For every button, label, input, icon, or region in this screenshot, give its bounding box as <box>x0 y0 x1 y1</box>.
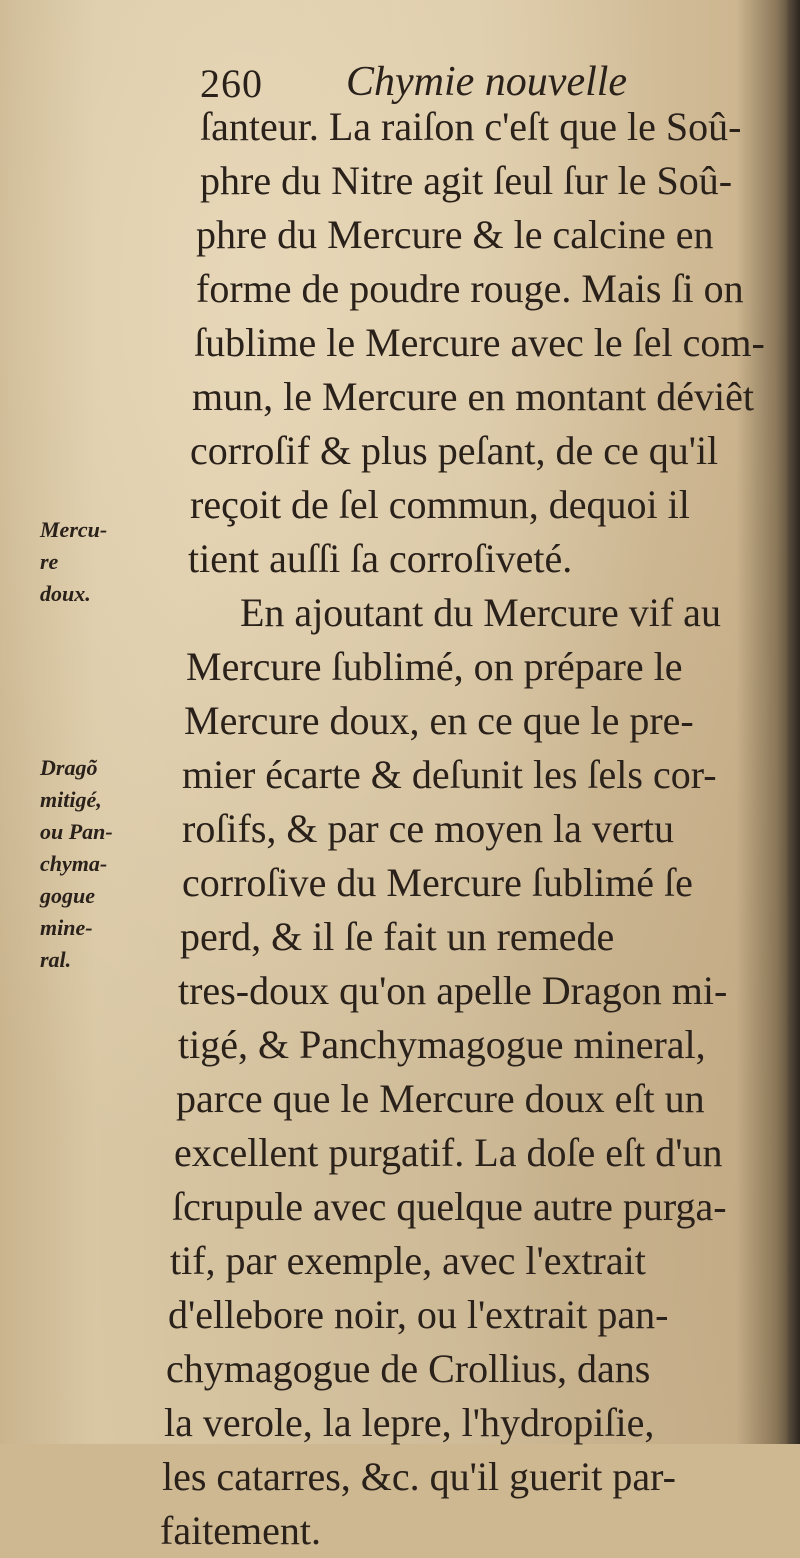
text-line: tient auſſi ſa corroſiveté. <box>188 536 573 581</box>
text-line: parce que le Mercure doux eſt un <box>176 1076 705 1121</box>
text-line: ſcrupule avec quelque autre purga- <box>172 1184 727 1229</box>
text-line: phre du Nitre agit ſeul ſur le Soû- <box>200 158 733 203</box>
text-line: tres-doux qu'on apelle Dragon mi- <box>178 968 728 1013</box>
text-line: les catarres, &c. qu'il guerit par- <box>162 1454 676 1499</box>
text-line: forme de poudre rouge. Mais ſi on <box>196 266 744 311</box>
text-line: corroſive du Mercure ſublimé ſe <box>182 860 693 905</box>
marginal-note-mercure-doux <box>40 514 160 610</box>
text-line: chymagogue de Crollius, dans <box>166 1346 651 1391</box>
text-line: mier écarte & deſunit les ſels cor- <box>182 752 717 797</box>
marginal-note-line: mine- <box>40 915 93 940</box>
marginal-note-line: ou Pan- <box>40 819 113 844</box>
body-text <box>160 100 770 1558</box>
text-line: corroſif & plus peſant, de ce qu'il <box>190 428 719 473</box>
marginal-note-line: Mercu- <box>40 517 108 542</box>
text-line: phre du Mercure & le calcine en <box>196 212 714 257</box>
text-line: perd, & il ſe fait un remede <box>180 914 615 959</box>
marginal-note-line: Dragõ <box>40 755 98 780</box>
text-line: Mercure ſublimé, on prépare le <box>186 644 683 689</box>
marginal-note-line: chyma- <box>40 851 108 876</box>
page-number: 260 <box>200 61 263 106</box>
text-line: d'ellebore noir, ou l'extrait pan- <box>168 1292 669 1337</box>
text-line: ſublime le Mercure avec le ſel com- <box>194 320 765 365</box>
text-line: la verole, la lepre, l'hydropiſie, <box>164 1400 655 1445</box>
marginal-note-line: doux. <box>40 581 91 606</box>
text-line: reçoit de ſel commun, dequoi il <box>190 482 690 527</box>
text-line: roſifs, & par ce moyen la vertu <box>182 806 675 851</box>
running-title: Chymie nouvelle <box>346 59 628 105</box>
text-line: tigé, & Panchymagogue mineral, <box>178 1022 706 1067</box>
text-line: En ajoutant du Mercure vif au <box>240 590 721 635</box>
text-line: Mercure doux, en ce que le pre- <box>184 698 694 743</box>
marginal-note-line: mitigé, <box>40 787 102 812</box>
book-spine-shadow <box>786 0 800 1444</box>
text-line: ſanteur. La raiſon c'eſt que le Soû- <box>200 104 742 149</box>
marginal-note-line: gogue <box>40 883 95 908</box>
text-line: faitement. <box>160 1508 322 1553</box>
text-line: mun, le Mercure en montant déviêt <box>192 374 755 419</box>
text-line: excellent purgatif. La doſe eſt d'un <box>174 1130 723 1175</box>
marginal-note-dragon-mitige <box>40 752 160 976</box>
text-line: tif, par exemple, avec l'extrait <box>170 1238 646 1283</box>
marginal-note-line: re <box>40 549 59 574</box>
marginal-note-line: ral. <box>40 947 72 972</box>
